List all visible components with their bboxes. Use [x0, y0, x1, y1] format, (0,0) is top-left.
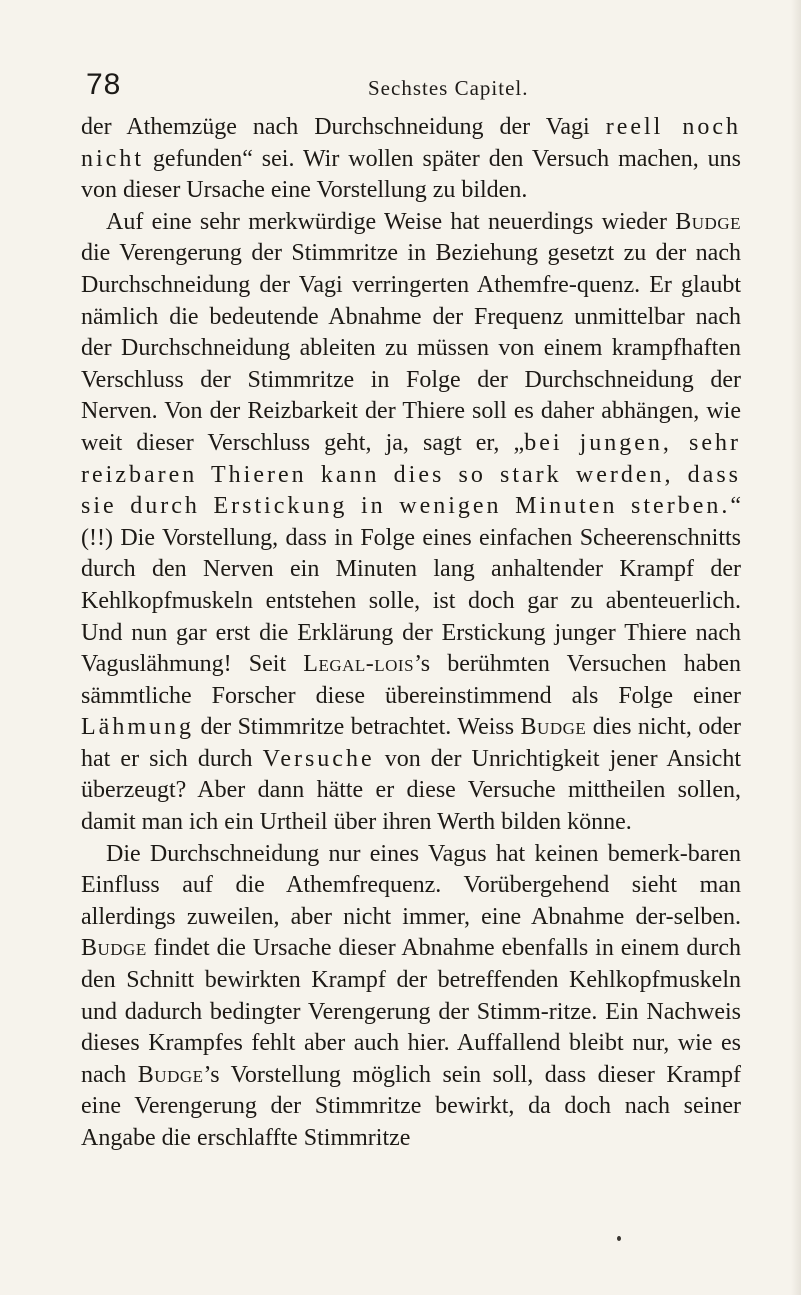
text-run: der Stimmritze betrachtet. Weiss — [193, 714, 521, 741]
text-run: der Athemzüge nach Durchschneidung der Vagi — [81, 114, 606, 140]
page-edge-shadow — [791, 0, 801, 1295]
text-run: von der Unrichtigkeit jener Ansicht überzeugt? Aber dann hätte er diese Versuche mittheilen sollen, damit man ich ein Urtheil über ihren Werth bilden könne. — [81, 745, 741, 836]
running-head: Sechstes Capitel. — [368, 76, 529, 100]
paragraph-1 — [81, 112, 741, 207]
author-name: Legal-lois — [303, 651, 415, 678]
text-run: gefunden“ sei. Wir wollen später den Versuch machen, uns von dieser Ursache eine Vorstellung zu bilden. — [81, 145, 741, 204]
text-run: Die Durchschneidung nur eines Vagus hat keinen bemerk-baren Einfluss auf die Athemfrequenz. Vorübergehend sieht man allerdings zuweilen, aber nicht immer, eine Abnahme der-selben. — [81, 840, 741, 930]
spaced-emphasis: Lähmung — [81, 714, 194, 741]
text-run: findet die Ursache dieser Abnahme ebenfalls in einem durch den Schnitt bewirkten Krampf der betreffenden Kehlkopfmuskeln und dadurch bedingter Verengerung der Stimm-ritze. Ein Nachweis dieses Krampfes fehlt aber auch hier. Auffallend bleibt nur, wie es nach — [81, 935, 741, 1088]
spaced-emphasis: reell noch nicht — [81, 114, 741, 172]
text-run: die Verengerung der Stimmritze in Beziehung gesetzt zu der nach Durchschneidung der Vagi verringerten Athemfre-quenz. Er glaubt nämlich die bedeutende Abnahme der Frequenz unmittelbar nach der Durchschneidung ableiten zu müssen von einem krampfhaften Verschluss der Stimmritze in Folge der Durchschneidung der Nerven. Von der Reizbarkeit der Thiere soll es daher abhängen, wie weit dieser Verschluss geht, ja, sagt er, „ — [81, 240, 741, 456]
paragraph-3 — [81, 839, 741, 1155]
author-name: Budge — [137, 1061, 204, 1088]
author-name: Budge — [81, 935, 147, 962]
paragraph-2 — [81, 207, 741, 839]
text-run: ’s Vorstellung möglich sein soll, dass dieser Krampf eine Verengerung der Stimmritze bewirkt, da doch nach seiner Angabe die erschlaffte Stimmritze — [81, 1061, 741, 1151]
spaced-quote: bei jungen, sehr reizbaren Thieren kann dies so stark werden, dass sie durch Erstickung in wenigen Minuten sterben. — [81, 429, 742, 520]
author-name: Budge — [675, 208, 741, 235]
print-speck — [617, 1236, 621, 1241]
body-text — [81, 112, 741, 1155]
page-header — [0, 60, 801, 110]
author-name: Budge — [520, 714, 587, 741]
text-run: dies nicht, oder hat er sich durch — [81, 714, 741, 772]
text-run: Auf eine sehr merkwürdige Weise hat neuerdings wieder — [106, 208, 676, 235]
page-number: 78 — [86, 68, 122, 101]
text-run: ’s berühmten Versuchen haben sämmtliche Forscher diese übereinstimmend als Folge einer — [81, 651, 741, 709]
text-run: “ (!!) Die Vorstellung, dass in Folge eines einfachen Scheerenschnitts durch den Nerven ein Minuten lang anhaltender Krampf der Kehlkopfmuskeln entstehen solle, ist doch gar zu abenteuerlich. Und nun gar erst die Erklärung der Erstickung junger Thiere nach Vaguslähmung! Seit — [81, 493, 741, 678]
spaced-emphasis: Versuche — [262, 745, 375, 772]
